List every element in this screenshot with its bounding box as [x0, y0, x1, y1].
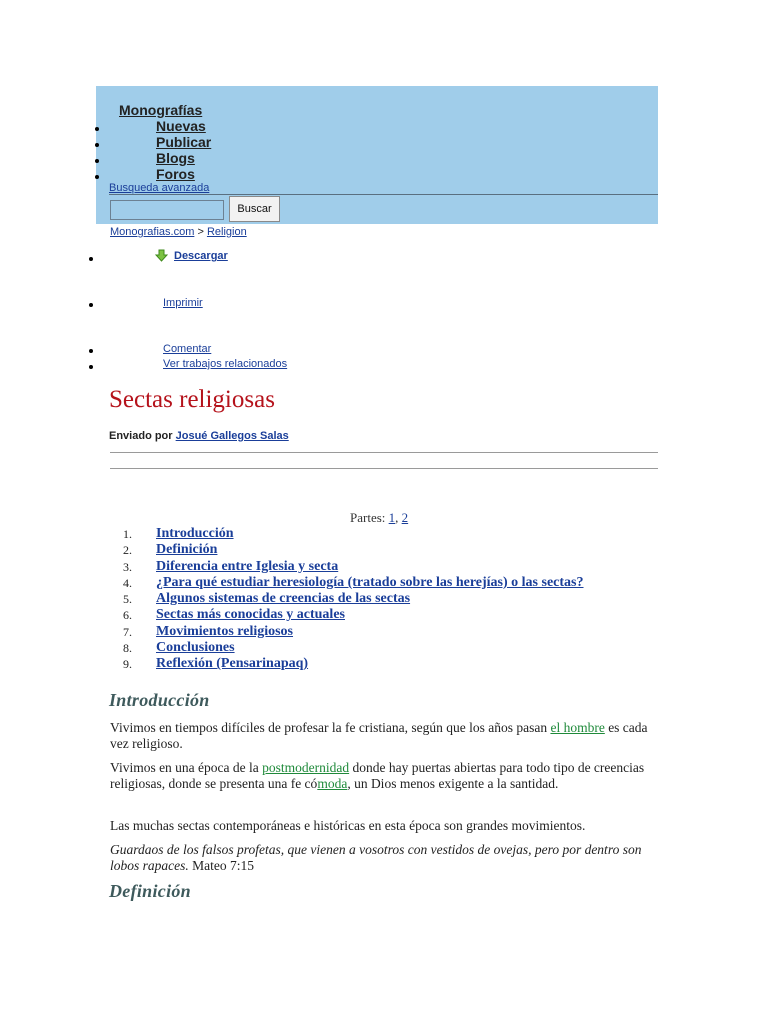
breadcrumb [110, 226, 247, 238]
toc-link[interactable]: Movimientos religiosos [156, 623, 294, 639]
breadcrumb-section-link[interactable]: Religion [206, 226, 247, 238]
text: es cada vez religioso. [110, 720, 648, 752]
toc-link[interactable]: Sectas más conocidas y actuales [156, 607, 345, 623]
download-arrow-icon [155, 249, 168, 262]
toc-number: 8. [123, 641, 132, 656]
toc-number: 2. [123, 543, 132, 558]
toc-link[interactable]: Diferencia entre Iglesia y secta [156, 558, 339, 574]
toc-number: 9. [123, 657, 132, 672]
nav-divider [109, 194, 658, 195]
toc-number: 4. [123, 575, 132, 590]
quote-reference: Mateo 7:15 [188, 858, 254, 874]
toc-link[interactable]: Algunos sistemas de creencias de las sectas [156, 591, 411, 607]
divider [110, 468, 658, 469]
nav-bullet [95, 175, 99, 179]
search-input[interactable] [110, 200, 224, 220]
toc-number: 3. [123, 559, 132, 574]
search-button[interactable]: Buscar [229, 196, 280, 222]
author-line [109, 430, 289, 442]
print-link[interactable]: Imprimir [163, 297, 203, 309]
inline-link[interactable]: moda [317, 776, 348, 792]
quote-text: Guardaos de los falsos profetas, que vienen a vosotros con vestidos de ovejas, pero por dentro son lobos rapaces. [110, 842, 642, 874]
intro-paragraph-1 [110, 720, 658, 753]
tool-bullet [89, 365, 93, 369]
toc-link[interactable]: ¿Para qué estudiar heresiología (tratado sobre las herejías) o las sectas? [156, 574, 584, 590]
section-heading-definicion: Definición [109, 881, 191, 901]
sent-by-label: Enviado por [109, 430, 173, 442]
inline-link[interactable]: el hombre [550, 720, 605, 735]
nav-bullet [95, 143, 99, 147]
tool-bullet [89, 303, 93, 307]
part-link-1[interactable]: 1 [388, 510, 396, 525]
part-link-2[interactable]: 2 [401, 510, 409, 525]
text: Vivimos en una época de la [110, 760, 263, 775]
comment-link[interactable]: Comentar [163, 343, 212, 355]
tool-bullet [89, 257, 93, 261]
toc-link[interactable]: Reflexión (Pensarinapaq) [156, 656, 309, 672]
nav-item-monografias[interactable]: Monografías [119, 102, 203, 118]
page-title: Sectas religiosas [109, 386, 275, 413]
inline-link[interactable]: postmodernidad [262, 760, 350, 775]
tool-bullet [89, 349, 93, 353]
text: donde hay puertas abiertas para todo tipo de creencias religiosas, donde se presenta una fe có [110, 760, 645, 792]
text: Vivimos en tiempos difíciles de profesar la fe cristiana, según que los años pasan [110, 720, 551, 735]
breadcrumb-home-link[interactable]: Monografias.com [110, 226, 195, 238]
bible-quote [110, 842, 658, 875]
download-link[interactable]: Descargar [174, 250, 228, 262]
toc-link[interactable]: Definición [156, 542, 218, 558]
author-link[interactable]: Josué Gallegos Salas [175, 430, 289, 442]
intro-paragraph-2 [110, 760, 658, 793]
toc-number: 6. [123, 608, 132, 623]
parts-label: Partes: [350, 510, 386, 525]
nav-bullet [95, 159, 99, 163]
top-nav [96, 86, 658, 224]
parts-nav: Partes: 1, 2 [350, 510, 409, 525]
toc-link[interactable]: Introducción [156, 526, 234, 541]
nav-item-foros[interactable]: Foros [156, 166, 195, 182]
text: , un Dios menos exigente a la santidad. [347, 776, 559, 792]
advanced-search-link[interactable]: Busqueda avanzada [109, 182, 210, 194]
toc-number: 5. [123, 592, 132, 607]
nav-item-publicar[interactable]: Publicar [156, 134, 212, 150]
divider [110, 452, 658, 453]
nav-item-nuevas[interactable]: Nuevas [156, 118, 206, 134]
related-works-link[interactable]: Ver trabajos relacionados [163, 358, 288, 370]
intro-paragraph-3: Las muchas sectas contemporáneas e históricas en esta época son grandes movimientos. [110, 818, 586, 833]
toc-link[interactable]: Conclusiones [156, 640, 235, 656]
breadcrumb-separator: > [197, 226, 204, 238]
nav-item-blogs[interactable]: Blogs [156, 150, 195, 166]
nav-bullet [95, 127, 99, 131]
toc-number: 1. [123, 527, 132, 541]
section-heading-introduccion: Introducción [109, 690, 210, 710]
toc-number: 7. [123, 624, 132, 639]
